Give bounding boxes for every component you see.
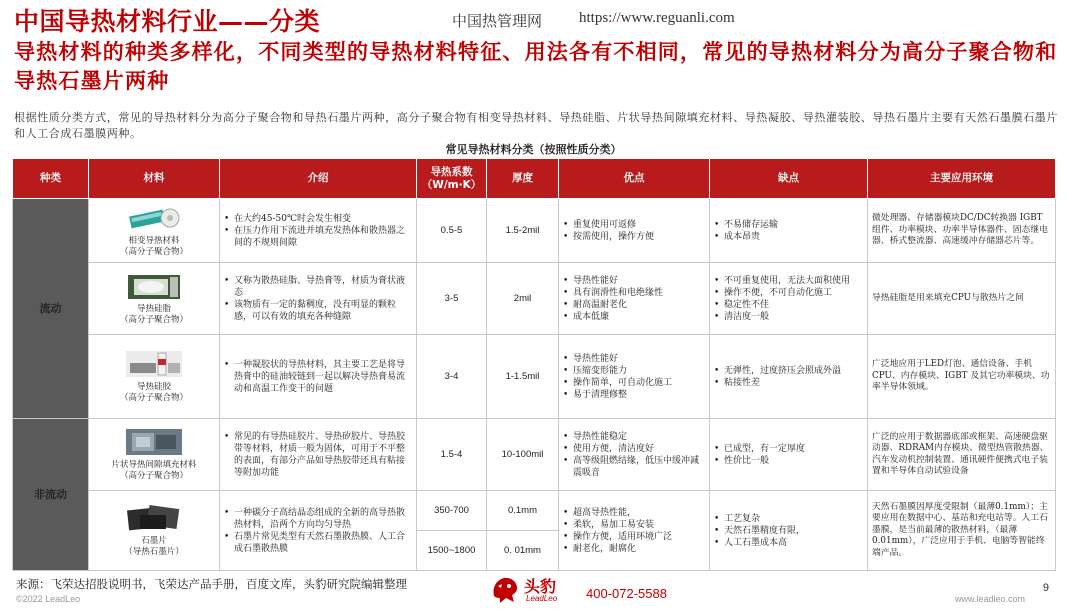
material-category: （高分子聚合物） [119,471,188,481]
phase-change-material-image [124,203,184,233]
list-item: • 导热性能稳定 [563,431,705,443]
title-row [14,2,1054,36]
list-item: • 一种凝胶状的导热材料，其主要工艺是将导热膏中的硅油较链到一起以解决导热膏易流动和高温工作变干的问题 [224,359,412,395]
list-item: • 天然石墨精度有限， [714,525,863,537]
graphite-sheet-image [124,503,184,533]
pros-cell [559,199,710,263]
material-name: 片状导热间隙填充材料 [111,460,197,470]
list-item: • 重复使用可返修 [563,219,705,231]
list-item: • 超高导热性能， [563,507,705,519]
gap-filler-pad-image [124,427,184,457]
material-cell [89,491,220,571]
coefficient-cell: 3-4 [417,335,487,419]
thickness-cell: 2mil [487,263,559,335]
list-item: • 该物质有一定的黏稠度，没有明显的颗粒感，可以有效的填充各种缝隙 [224,299,412,323]
list-item: • 操作不便，不可自动化施工 [714,287,863,299]
env-cell: 导热硅脂是用来填充CPU与散热片之间 [868,263,1056,335]
list-item: • 不易储存运输 [714,219,863,231]
material-name: 导热硅脂 [136,304,171,314]
list-item: • 成本昂贵 [714,231,863,243]
env-cell: 天然石墨膜因厚度受限制（最薄0.1mm）；主要应用在数据中心、基站和充电站等。人工石墨膜，是当前最薄的散热材料，（最薄0.01mm），广泛应用于手机、电脑等智能终端产品。 [868,491,1056,571]
pros-cell [559,335,710,419]
group-flow: 流动 [13,199,89,419]
intro-cell [220,419,417,491]
env-cell: 广泛的应用于数据器底部或框架、高速硬盘驱动器、RDRAM内存模块、微型热管散热器、汽车发动机控制装置、通讯硬件便携式电子装置和半导体自动试验设备 [868,419,1056,491]
list-item: • 耐老化，耐腐化 [563,543,705,555]
list-item: • 性价比一般 [714,455,863,467]
list-item: • 成本低廉 [563,311,705,323]
coefficient-cell: 3-5 [417,263,487,335]
cons-cell [710,491,868,571]
thickness-cell: 1.5-2mil [487,199,559,263]
pros-cell [559,263,710,335]
leadleo-logo [490,572,665,608]
header-env: 主要应用环境 [868,159,1056,199]
cons-cell [710,419,868,491]
pros-cell [559,491,710,571]
contact-phone: 400-072-5588 [586,586,667,601]
cons-cell [710,263,868,335]
table-row [13,335,1056,419]
list-item: • 具有润滑性和电绝缘性 [563,287,705,299]
list-item: • 粘接性差 [714,377,863,389]
table-row [13,419,1056,491]
cons-cell [710,335,868,419]
list-item: • 使用方便，清洁度好 [563,443,705,455]
list-item: • 按需使用，操作方便 [563,231,705,243]
intro-cell [220,199,417,263]
copyright: ©2022 LeadLeo [16,594,81,604]
list-item: • 易于清理修整 [563,389,705,401]
group-nonflow: 非流动 [13,419,89,571]
list-item: • 压缩变形能力 [563,365,705,377]
header-coefficient [417,159,487,199]
thickness-cell: 0. 01mm [487,531,559,571]
list-item: • 已成型，有一定厚度 [714,443,863,455]
logo-text-cn: 头豹 [524,577,557,596]
env-cell: 微处理器、存储器模块DC/DC转换器 IGBT组件、功率模块、功率半导体器件、固态继电器、桥式整流器、高速缓冲存储器芯片等。 [868,199,1056,263]
list-item: • 无弹性，过度挤压会照成外溢 [714,365,863,377]
list-item: • 工艺复杂 [714,513,863,525]
coefficient-cell: 1.5-4 [417,419,487,491]
header-cons: 缺点 [710,159,868,199]
table-header-row [13,159,1056,199]
material-category: （高分子聚合物） [119,247,188,257]
material-category: （高分子聚合物） [119,315,188,325]
thickness-cell: 10-100mil [487,419,559,491]
coefficient-cell: 0.5-5 [417,199,487,263]
list-item: • 人工石墨成本高 [714,537,863,549]
table-caption: 常见导热材料分类（按照性质分类） [445,143,622,156]
list-item: • 导热性能好 [563,353,705,365]
list-item: • 在压力作用下流进并填充发热体和散热器之间的不规则间隙 [224,225,412,249]
list-item: • 一种碳分子高结晶态组成的全新的高导热散热材料，沿两个方向均匀导热 [224,507,412,531]
header-coefficient-line2: （W/m·K） [421,178,482,191]
list-item: • 稳定性不佳 [714,299,863,311]
material-category: （高分子聚合物） [119,393,188,403]
cons-cell [710,199,868,263]
header-thickness: 厚度 [487,159,559,199]
material-category: （导热石墨片） [124,547,184,557]
header-pros: 优点 [559,159,710,199]
list-item: • 又称为散热硅脂、导热膏等，材质为膏状液态 [224,275,412,299]
material-name: 石墨片 [141,536,167,546]
coefficient-cell: 350-700 [417,491,487,531]
materials-table [12,158,1056,571]
header-material: 材料 [89,159,220,199]
list-item: • 在大约45-50℃时会发生相变 [224,213,412,225]
thickness-cell: 0.1mm [487,491,559,531]
site-url[interactable]: https://www.reguanli.com [579,10,735,26]
page-subtitle: 导热材料的种类多样化，不同类型的导热材料特征、用法各有不相同，常见的导热材料分为高分子聚合物和导热石墨片两种 [14,40,1058,93]
list-item: • 高等级阻燃结缘，低压中缓冲减震吸音 [563,455,705,479]
intro-cell [220,491,417,571]
header-kind: 种类 [13,159,89,199]
intro-cell [220,263,417,335]
list-item: • 柔软，易加工易安装 [563,519,705,531]
list-item: • 操作简单，可自动化施工 [563,377,705,389]
list-item: • 常见的有导热硅胶片、导热矽胶片、导热胶带等材料，材质一般为固体，可用于不平整的表面，有部分产品如导热胶带还具有粘接等附加功能 [224,431,412,479]
footer-website[interactable]: www.leadleo.com [954,594,1025,604]
table-row [13,263,1056,335]
site-name: 中国热管理网 [452,12,543,30]
page-title: 中国导热材料行业——分类 [14,7,321,36]
material-cell [89,199,220,263]
material-cell [89,419,220,491]
list-item: • 清洁度一般 [714,311,863,323]
coefficient-cell: 1500~1800 [417,531,487,571]
intro-cell [220,335,417,419]
thickness-cell: 1-1.5mil [487,335,559,419]
leopard-head-icon [490,574,520,606]
list-item: • 导热性能好 [563,275,705,287]
logo-text-en: LeadLeo [526,594,558,603]
thermal-gel-image [124,349,184,379]
table-row [13,491,1056,531]
table-row [13,199,1056,263]
source-note: 来源：飞荣达招股说明书，飞荣达产品手册，百度文库，头豹研究院编辑整理 [16,577,407,591]
list-item: • 操作方便，适用环境广泛 [563,531,705,543]
env-cell: 广泛地应用于LED灯泡、通信设备、手机CPU、内存模块、IGBT 及其它功率模块、功率半导体领域。 [868,335,1056,419]
material-cell [89,335,220,419]
material-name: 导热硅胶 [136,382,171,392]
material-name: 相变导热材料 [128,236,180,246]
list-item: • 石墨片常见类型有天然石墨散热膜、人工合成石墨散热膜 [224,531,412,555]
page-number: 9 [1042,582,1049,594]
header-coefficient-line1: 导热系数 [430,165,473,178]
material-cell [89,263,220,335]
intro-paragraph: 根据性质分类方式，常见的导热材料分为高分子聚合物和导热石墨片两种，高分子聚合物有相变导热材料、导热硅脂、片状导热间隙填充材料、导热凝胶、导热灌装胶、导热石墨片主要有天然石墨膜石墨片和人工合成石墨膜两种。 [14,111,1058,140]
header-intro: 介绍 [220,159,417,199]
thermal-grease-image [124,271,184,301]
list-item: • 不可重复使用，无法大面积使用 [714,275,863,287]
pros-cell [559,419,710,491]
list-item: • 耐高温耐老化 [563,299,705,311]
